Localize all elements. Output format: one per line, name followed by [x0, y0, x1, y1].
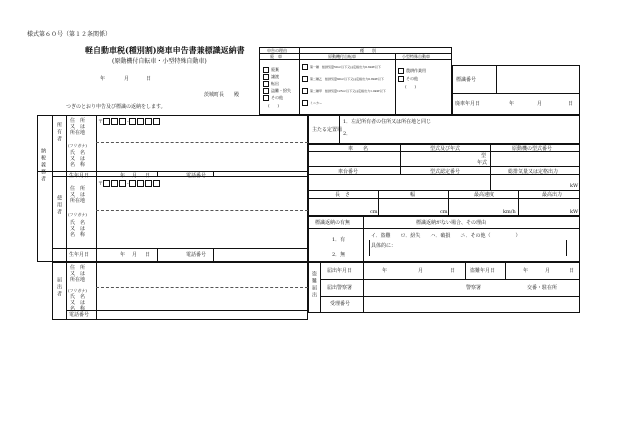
- return-reason-header: 標識返納がない場合、その理由: [416, 220, 487, 226]
- owner-phone-label: 電話番号: [186, 173, 207, 179]
- frame-label: 車台番号: [338, 169, 359, 175]
- special-other-paren: ( ): [405, 84, 417, 89]
- haisha-date-label: 廃車年月日: [455, 101, 481, 107]
- owner-birth-year: 年: [120, 173, 126, 179]
- return-yes[interactable]: 1．有: [332, 237, 346, 243]
- return-no[interactable]: 2．無: [332, 252, 346, 258]
- reason-item[interactable]: 盗難・紛失: [263, 88, 291, 94]
- notifier-phone-label: 電話番号: [69, 312, 90, 318]
- reason-item[interactable]: その他: [263, 95, 283, 101]
- addressee: 茨城町長 殿: [204, 92, 240, 98]
- reason-other-paren: ( ): [268, 103, 280, 108]
- date-month-label: 月: [124, 76, 130, 82]
- form-title: 軽自動車税(種別割)廃車申告書兼標識返納書: [85, 45, 245, 55]
- user-birth-month: 月: [132, 252, 138, 258]
- cert-label: 型式認定番号: [430, 169, 461, 175]
- owner-address-label: 住 所 又 は 所在地: [70, 118, 86, 136]
- theft-month: 月: [545, 268, 551, 274]
- owner-birth-label: 生年月日: [69, 173, 90, 179]
- checkbox[interactable]: [263, 67, 269, 73]
- police-station-label: 届出警察署: [327, 285, 353, 291]
- checkbox[interactable]: [302, 100, 308, 106]
- model-type-label: 型式及び年式: [430, 146, 461, 152]
- moped-item[interactable]: 第二種甲 総排気量125cc以下又は定格出力1.0kW以下: [302, 88, 386, 94]
- checkbox[interactable]: [302, 64, 308, 70]
- checkbox[interactable]: [398, 68, 404, 74]
- haisha-day: 日: [568, 101, 574, 107]
- length-unit: cm: [370, 209, 378, 215]
- notifier-table: [52, 262, 308, 320]
- checkbox[interactable]: [263, 81, 269, 87]
- theft-vertical-label: 盗難届出: [311, 271, 317, 299]
- user-birth-year: 年: [120, 252, 126, 258]
- reason-item[interactable]: 譲渡: [263, 74, 279, 80]
- police-box-label: 交番・駐在所: [527, 285, 558, 291]
- user-birth-day: 日: [145, 252, 151, 258]
- theft-day: 日: [569, 268, 575, 274]
- haisha-year: 年: [509, 101, 515, 107]
- checkbox[interactable]: [263, 95, 269, 101]
- teichi-option2[interactable]: 2．: [343, 131, 352, 137]
- haisha-month: 月: [537, 101, 543, 107]
- date-year-label: 年: [100, 76, 106, 82]
- taxpayer-vertical-label: 納税義務者: [40, 148, 46, 183]
- form-subtitle: (原動機付自転車・小型特殊自動車): [112, 58, 207, 65]
- moped-item[interactable]: 第一種 総排気量50cc以下又は定格出力0.6kW以下: [302, 64, 381, 70]
- teichi-option1[interactable]: 1．左記所有者の住所又は所在地と同じ: [343, 119, 432, 125]
- theft-date-label: 盗難年月日: [470, 268, 496, 274]
- intro-text: つぎのとおり申告及び標識の返納をします。: [66, 104, 166, 110]
- owner-name-label: 氏 名 又 は 名 称: [70, 150, 86, 168]
- user-name-label: 氏 名 又 は 名 称: [70, 220, 86, 238]
- power-unit: kW: [570, 209, 579, 215]
- checkbox[interactable]: [302, 76, 308, 82]
- owner-vertical-label: 所有者: [56, 122, 62, 143]
- user-furigana-label: (フリガナ): [68, 212, 87, 217]
- owner-birth-day: 日: [145, 173, 151, 179]
- speed-unit: km/h: [503, 209, 516, 215]
- return-header: 標識返納の有無: [315, 220, 351, 226]
- plate-number-label: 標識番号: [456, 77, 477, 83]
- teichi-label: 主たる定置場: [312, 127, 343, 133]
- moped-header: 原動機付自転車: [328, 54, 356, 59]
- special-header: 小型特殊自動車: [402, 54, 430, 59]
- displacement-label: 総排気量又は定格出力: [508, 169, 559, 175]
- haisha-header: 廃 車: [270, 54, 282, 59]
- notifier-address-label: 住 所 又 は 所在地: [70, 265, 86, 283]
- checkbox[interactable]: [263, 74, 269, 80]
- notifier-furigana-label: (フリガナ): [68, 288, 87, 293]
- theft-report-date-label: 届出年月日: [327, 268, 353, 274]
- special-item[interactable]: その他: [398, 76, 418, 82]
- reason-item[interactable]: 廃棄: [263, 67, 279, 73]
- moped-item[interactable]: ミニカー: [302, 100, 322, 106]
- year-suffix: 年式: [477, 160, 488, 166]
- reason-item[interactable]: 転出: [263, 81, 279, 87]
- checkbox[interactable]: [263, 88, 269, 94]
- reason-header: 申告の理由: [267, 48, 287, 53]
- type-header: 種 別: [360, 48, 376, 53]
- moped-item[interactable]: 第二種乙 総排気量90cc以下又は定格出力0.8kW以下: [302, 76, 384, 82]
- receipt-number-label: 受理番号: [330, 301, 351, 307]
- width-label: 幅: [410, 192, 416, 198]
- police-station-suffix: 警察署: [466, 285, 482, 291]
- special-item[interactable]: 農耕作業用: [398, 68, 426, 74]
- user-phone-label: 電話番号: [186, 252, 207, 258]
- user-address-label: 住 所 又 は 所在地: [70, 186, 86, 204]
- owner-birth-month: 月: [132, 173, 138, 179]
- motor-type-label: 原動機の型式番号: [512, 146, 553, 152]
- form-number: 様式第６０号（第１２条関係）: [27, 31, 112, 38]
- report-year: 年: [382, 268, 388, 274]
- user-postal[interactable]: 〒 -: [98, 180, 161, 187]
- date-day-label: 日: [146, 76, 152, 82]
- vehicle-table: [308, 144, 580, 216]
- report-day: 日: [450, 268, 456, 274]
- speed-label: 最高速度: [474, 192, 495, 198]
- power-label: 最高出力: [542, 192, 563, 198]
- notifier-name-label: 氏 名 又 は 名 称: [70, 294, 86, 312]
- model-suffix: 型: [481, 153, 487, 159]
- owner-postal[interactable]: 〒 -: [98, 118, 161, 125]
- owner-furigana-label: (フリガナ): [68, 143, 87, 148]
- width-unit: cm: [440, 209, 448, 215]
- checkbox[interactable]: [302, 88, 308, 94]
- user-vertical-label: 使用者: [56, 195, 62, 216]
- theft-year: 年: [523, 268, 529, 274]
- user-birth-label: 生年月日: [69, 252, 90, 258]
- report-month: 月: [418, 268, 424, 274]
- checkbox[interactable]: [398, 76, 404, 82]
- return-reasons[interactable]: イ．盗難 ロ．紛失 ハ．破損 ニ．その他（ ）: [371, 233, 521, 239]
- return-detail-label: 具体的に：: [371, 243, 397, 249]
- plate-table: [452, 65, 580, 115]
- maker-label: 車 名: [348, 146, 369, 152]
- notifier-vertical-label: 届出者: [56, 277, 62, 298]
- length-label: 長 さ: [335, 192, 351, 198]
- kw-unit: kW: [570, 183, 579, 189]
